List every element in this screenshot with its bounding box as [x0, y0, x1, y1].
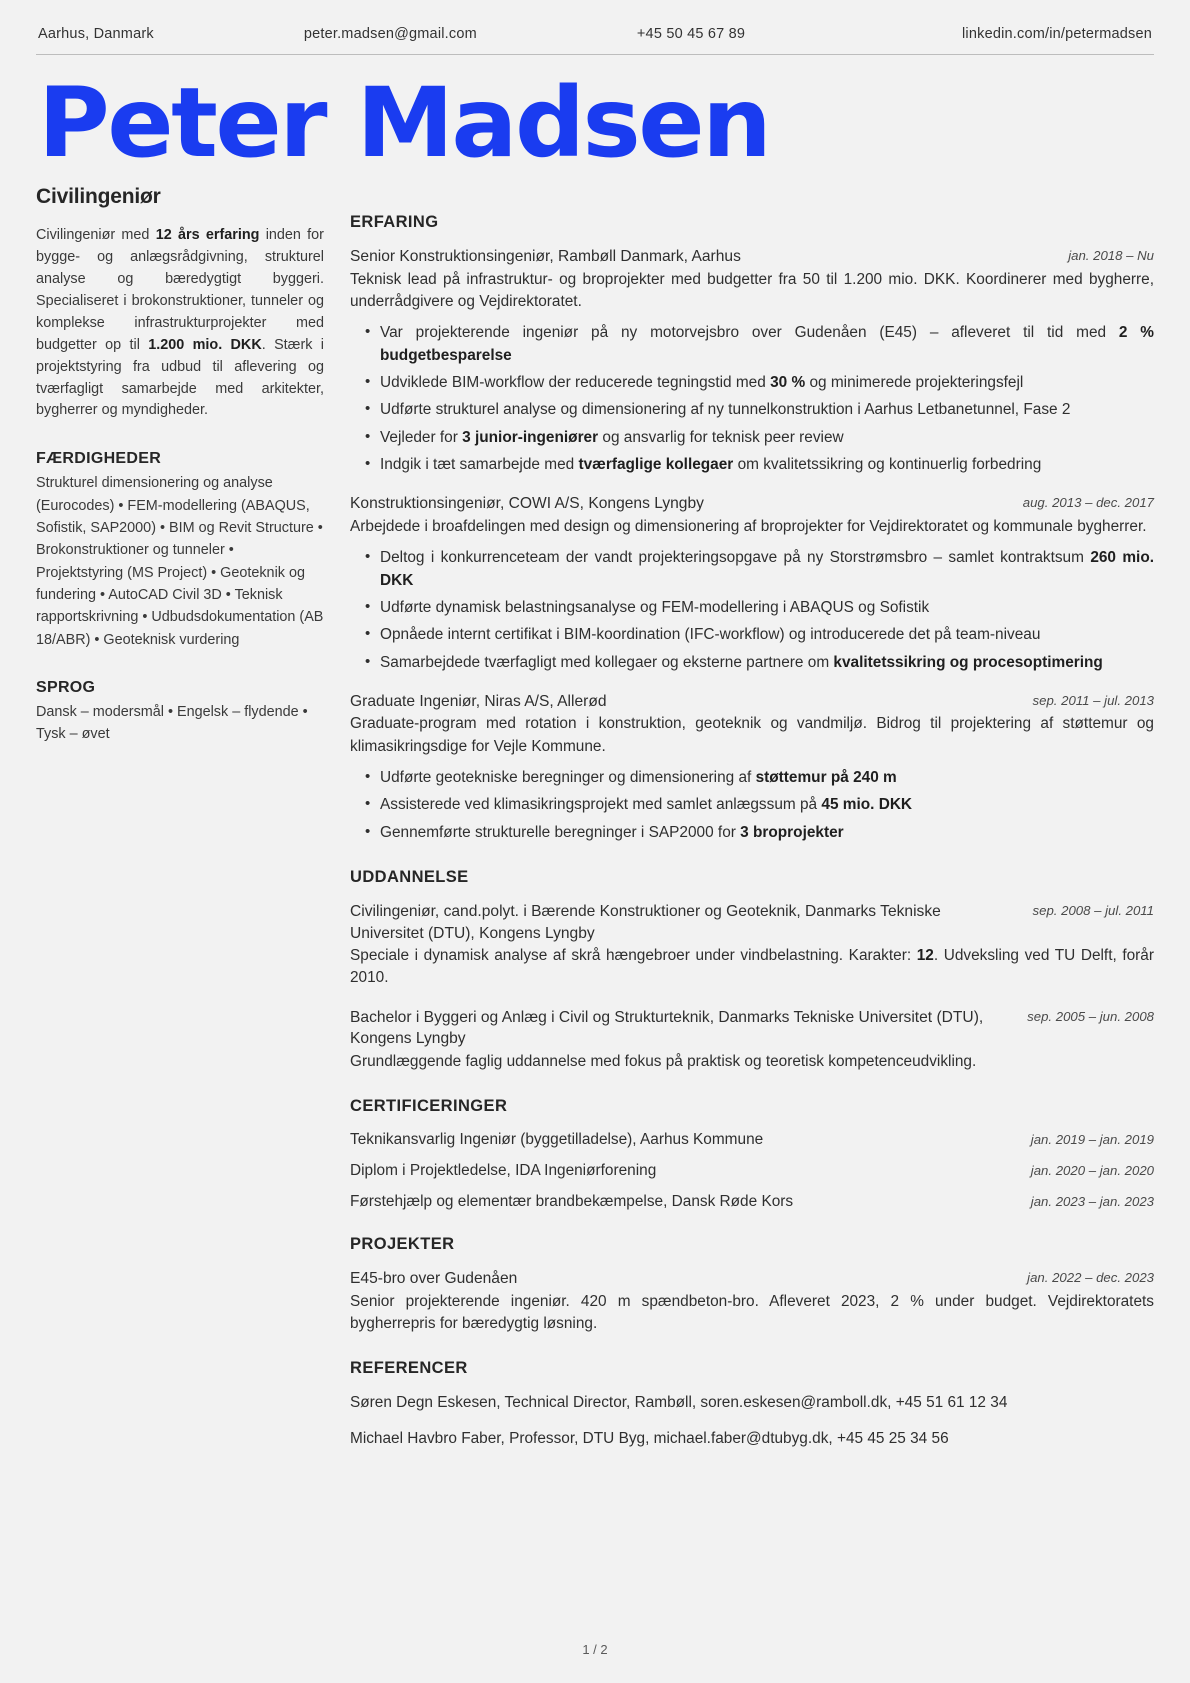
bullet-text-pre: Assisterede ved klimasikringsprojekt med samlet anlægssum på — [380, 796, 822, 814]
experience-list — [350, 246, 1154, 844]
references-list — [350, 1392, 1154, 1449]
experience-job-date: aug. 2013 – dec. 2017 — [1022, 495, 1154, 511]
skills-heading: FÆRDIGHEDER — [36, 450, 162, 468]
bullet-text-bold: 3 broprojekter — [740, 823, 844, 841]
bullet-text-pre: Var projekterende ingeniør på ny motorvejsbro over Gudenåen (E45) – afleveret til tid med — [380, 324, 1119, 342]
experience-bullet — [380, 372, 1154, 394]
experience-bullet — [380, 547, 1154, 592]
experience-job-description: Graduate-program med rotation i konstruktion, geoteknik og vandmiljø. Bidrog til projektering af støttemur og klimasikringsdige for Vejle Kommune. — [350, 715, 1154, 755]
project-date: jan. 2022 – dec. 2023 — [1027, 1270, 1154, 1286]
experience-job-title: Senior Konstruktionsingeniør, Rambøll Danmark, Aarhus — [350, 248, 741, 266]
summary-text — [36, 225, 324, 422]
education-desc-bold: 12 — [916, 947, 934, 965]
education-degree-title: Bachelor i Byggeri og Anlæg i Civil og Strukturteknik, Danmarks Tekniske Universitet (DTU), Kongens Lyngby — [350, 1008, 984, 1048]
experience-bullet — [380, 322, 1154, 367]
experience-job-date: jan. 2018 – Nu — [1068, 248, 1154, 264]
summary-part-1: Civilingeniør med — [36, 227, 156, 244]
education-description — [350, 945, 1154, 990]
education-date: sep. 2005 – jun. 2008 — [1027, 1008, 1154, 1024]
experience-bullet — [380, 454, 1154, 476]
sidebar — [36, 185, 336, 745]
bullet-text-pre: Opnåede internt certifikat i BIM-koordination (IFC-workflow) og introducerede det på team-niveau — [380, 626, 1041, 644]
bullet-text-bold: 45 mio. DKK — [821, 796, 913, 814]
bullet-text-bold: 3 junior-ingeniører — [462, 428, 599, 446]
reference-line: Søren Degn Eskesen, Technical Director, Rambøll, soren.eskesen@ramboll.dk, +45 51 61 12 34 — [350, 1394, 1008, 1412]
experience-job-title: Konstruktionsingeniør, COWI A/S, Kongens Lyngby — [350, 495, 704, 513]
contact-location: Aarhus, Danmark — [38, 26, 154, 42]
role-title: Civilingeniør — [36, 185, 161, 209]
page-number: 1 / 2 — [582, 1642, 608, 1657]
summary-bold-1: 12 års erfaring — [155, 227, 260, 244]
languages-heading: SPROG — [36, 678, 96, 696]
certification-label: Teknikansvarlig Ingeniør (byggetilladelse), Aarhus Kommune — [350, 1131, 764, 1149]
bullet-text-pre: Vejleder for — [380, 428, 463, 446]
education-date: sep. 2008 – jul. 2011 — [1032, 903, 1154, 919]
certification-row — [350, 1192, 1154, 1211]
experience-bullet — [380, 427, 1154, 449]
bullet-text-pre: Deltog i konkurrenceteam der vandt projekteringsopgave på ny Storstrømsbro – samlet kontraktsum — [380, 549, 1091, 567]
section-experience — [350, 213, 1154, 844]
certifications-heading: CERTIFICERINGER — [350, 1097, 508, 1116]
experience-bullet — [380, 652, 1154, 674]
summary-part-2: inden for bygge- og anlægsrådgivning, strukturel analyse og bæredygtigt byggeri. Specialiseret i brokonstruktioner, tunneler og komplekse infrastrukturprojekter med budgetter op til — [36, 227, 324, 353]
contact-email[interactable]: peter.madsen@gmail.com — [303, 26, 477, 42]
education-desc-pre: Speciale i dynamisk analyse af skrå hængebroer under vindbelastning. Karakter: — [350, 947, 917, 965]
section-projects — [350, 1235, 1154, 1335]
education-description — [350, 1051, 1154, 1073]
body-columns — [36, 171, 1154, 1463]
name-block — [36, 55, 1154, 179]
projects-list — [350, 1268, 1154, 1335]
bullet-text-pre: Udførte dynamisk belastningsanalyse og FEM-modellering i ABAQUS og Sofistik — [380, 598, 930, 616]
projects-heading: PROJEKTER — [350, 1235, 455, 1254]
certification-label: Diplom i Projektledelse, IDA Ingeniørforening — [350, 1162, 657, 1180]
section-education — [350, 868, 1154, 1073]
project-title: E45-bro over Gudenåen — [350, 1270, 518, 1288]
experience-bullet — [380, 624, 1154, 646]
bullet-text-bold: tværfaglige kollegaer — [578, 456, 734, 474]
education-list — [350, 901, 1154, 1073]
experience-bullet-list — [350, 547, 1154, 674]
summary-bold-2: 1.200 mio. DKK — [148, 336, 262, 353]
bullet-text-pre: Udførte strukturel analyse og dimensionering af ny tunnelkonstruktion i Aarhus Letbanetunnel, Fase 2 — [380, 401, 1071, 419]
bullet-text-pre: Udførte geotekniske beregninger og dimensionering af — [380, 769, 756, 787]
education-heading: UDDANNELSE — [350, 868, 469, 887]
page-footer — [0, 1642, 1190, 1657]
reference-line: Michael Havbro Faber, Professor, DTU Byg, michael.faber@dtubyg.dk, +45 45 25 34 56 — [350, 1429, 949, 1447]
certification-date: jan. 2020 – jan. 2020 — [1030, 1163, 1154, 1179]
bullet-text-bold: kvalitetssikring og procesoptimering — [833, 653, 1103, 671]
education-desc-pre: Grundlæggende faglig uddannelse med fokus på praktisk og teoretisk kompetenceudvikling. — [350, 1052, 977, 1070]
entry-header — [350, 901, 1154, 944]
experience-bullet-list — [350, 322, 1154, 476]
certification-date: jan. 2023 – jan. 2023 — [1030, 1194, 1154, 1210]
entry-header — [350, 1268, 1154, 1290]
contact-bar — [36, 26, 1154, 55]
entry-header — [350, 246, 1154, 268]
bullet-text-pre: Udviklede BIM-workflow der reducerede tegningstid med — [380, 374, 771, 392]
project-entry — [350, 1268, 1154, 1335]
education-entry — [350, 901, 1154, 990]
bullet-text-bold: 30 % — [770, 374, 806, 392]
experience-job-description: Arbejdede i broafdelingen med design og dimensionering af broprojekter for Vejdirektoratet og kommunale bygherrer. — [350, 517, 1147, 535]
experience-bullet-list — [350, 767, 1154, 844]
bullet-text-bold: 2 % budgetbesparelse — [380, 324, 1154, 364]
entry-header — [350, 1007, 1154, 1050]
certification-row — [350, 1130, 1154, 1149]
summary-part-3: . Stærk i projektstyring fra udbud til aflevering og tværfagligt samarbejde med arkitekter, bygherrer og myndigheder. — [36, 336, 324, 419]
education-entry — [350, 1007, 1154, 1073]
contact-linkedin[interactable]: linkedin.com/in/petermadsen — [962, 26, 1152, 42]
experience-bullet — [380, 822, 1154, 844]
experience-entry — [350, 691, 1154, 844]
experience-job-description: Teknisk lead på infrastruktur- og broprojekter med budgetter fra 50 til 1.200 mio. DKK. Koordinerer med bygherre, underrådgivere og Vejdirektoratet. — [350, 270, 1154, 311]
experience-bullet — [380, 767, 1154, 789]
entry-header — [350, 691, 1154, 713]
bullet-text-bold: 260 mio. DKK — [380, 549, 1154, 589]
experience-entry — [350, 493, 1154, 673]
section-certifications — [350, 1097, 1154, 1211]
certification-label: Førstehjælp og elementær brandbekæmpelse, Dansk Røde Kors — [350, 1193, 794, 1211]
section-references — [350, 1359, 1154, 1449]
project-description: Senior projekterende ingeniør. 420 m spændbeton-bro. Afleveret 2023, 2 % under budget. Vejdirektoratets bygherrepris for bæredygtig løsning. — [350, 1292, 1154, 1332]
entry-header — [350, 493, 1154, 515]
certification-row — [350, 1161, 1154, 1180]
experience-bullet — [380, 399, 1154, 421]
skills-text: Strukturel dimensionering og analyse (Eurocodes) • FEM-modellering (ABAQUS, Sofistik, SAP2000) • BIM og Revit Structure • Brokonstruktioner og tunneler • Projektstyring (MS Project) • Geoteknik og fundering • AutoCAD Civil 3D • Teknisk rapportskrivning • Udbudsdokumentation (AB 18/ABR) • Geoteknisk vurdering — [36, 475, 324, 648]
bullet-text-pre: Samarbejdede tværfagligt med kollegaer og eksterne partnere om — [380, 653, 834, 671]
contact-phone[interactable]: +45 50 45 67 89 — [636, 26, 746, 42]
experience-heading: ERFARING — [350, 213, 439, 232]
education-desc-post: . Udveksling ved TU Delft, forår 2010. — [350, 947, 1154, 987]
certifications-list — [350, 1130, 1154, 1211]
experience-job-title: Graduate Ingeniør, Niras A/S, Allerød — [350, 692, 607, 710]
bullet-text-pre: Gennemførte strukturelle beregninger i SAP2000 for — [380, 823, 741, 841]
bullet-text-post: om kvalitetssikring og kontinuerlig forbedring — [733, 456, 1042, 474]
bullet-text-post: og minimerede projekteringsfejl — [805, 374, 1024, 392]
bullet-text-bold: støttemur på 240 m — [755, 769, 897, 787]
bullet-text-post: og ansvarlig for teknisk peer review — [598, 428, 844, 446]
references-heading: REFERENCER — [350, 1359, 468, 1378]
page-title: Peter Madsen — [38, 67, 770, 179]
experience-bullet — [380, 597, 1154, 619]
languages-text: Dansk – modersmål • Engelsk – flydende • Tysk – øvet — [36, 703, 308, 743]
experience-job-date: sep. 2011 – jul. 2013 — [1032, 692, 1154, 708]
education-degree-title: Civilingeniør, cand.polyt. i Bærende Konstruktioner og Geoteknik, Danmarks Tekniske Universitet (DTU), Kongens Lyngby — [350, 903, 941, 942]
bullet-text-pre: Indgik i tæt samarbejde med — [380, 456, 579, 474]
experience-entry — [350, 246, 1154, 476]
experience-bullet — [380, 794, 1154, 816]
certification-date: jan. 2019 – jan. 2019 — [1030, 1132, 1154, 1148]
main-content — [336, 185, 1154, 1463]
